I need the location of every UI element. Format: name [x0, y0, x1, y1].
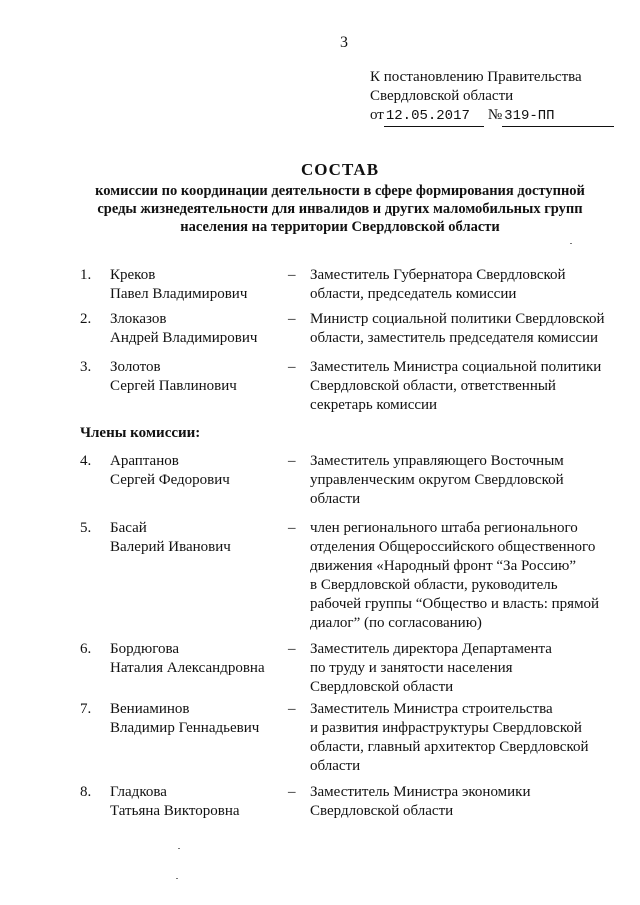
role-line: Заместитель Министра экономики — [310, 784, 531, 800]
person-given-name: Сергей Федорович — [110, 472, 230, 488]
scan-speck — [570, 243, 572, 244]
person-given-name: Наталия Александровна — [110, 660, 265, 676]
approval-number: 319-ПП — [502, 107, 614, 127]
role-line: Свердловской области — [310, 679, 454, 695]
scan-speck — [178, 848, 180, 849]
dash-separator: – — [288, 359, 296, 375]
commission-list — [80, 266, 620, 827]
person-name — [110, 310, 288, 358]
role-line: области — [310, 491, 361, 507]
person-surname: Бордюгова — [110, 641, 180, 657]
list-item — [80, 519, 620, 640]
dash-separator: – — [288, 701, 296, 717]
role-line: член регионального штаба регионального — [310, 520, 578, 536]
person-role — [310, 266, 610, 310]
document-title — [72, 160, 608, 236]
list-item — [80, 266, 620, 310]
role-line: движения «Народный фронт “За Россию” — [310, 558, 577, 574]
person-given-name: Татьяна Викторовна — [110, 803, 240, 819]
role-line: Свердловской области, ответственный — [310, 378, 556, 394]
person-surname: Басай — [110, 520, 147, 536]
role-line: секретарь комиссии — [310, 397, 438, 413]
person-given-name: Андрей Владимирович — [110, 330, 258, 346]
item-number: 5. — [80, 520, 92, 536]
dash-separator: – — [288, 311, 296, 327]
dash-separator: – — [288, 520, 296, 536]
person-given-name: Владимир Геннадьевич — [110, 720, 260, 736]
title-line-1: комиссии по координации деятельности в сфере формирования доступной — [95, 183, 585, 199]
approval-date-line — [370, 106, 614, 127]
role-line: Заместитель управляющего Восточным — [310, 453, 564, 469]
person-name — [110, 519, 288, 640]
title-main: СОСТАВ — [300, 160, 380, 179]
person-name — [110, 640, 288, 700]
person-name — [110, 452, 288, 519]
role-line: Заместитель директора Департамента — [310, 641, 552, 657]
person-surname: Креков — [110, 267, 156, 283]
approval-line-1: К постановлению Правительства — [370, 69, 582, 85]
role-line: Заместитель Министра строительства — [310, 701, 553, 717]
person-role — [310, 452, 610, 519]
item-number: 3. — [80, 359, 92, 375]
person-role — [310, 519, 610, 640]
item-number: 4. — [80, 453, 92, 469]
approval-date-prefix: от — [370, 107, 384, 123]
list-item — [80, 310, 620, 358]
person-role — [310, 310, 610, 358]
list-item — [80, 452, 620, 519]
title-line-3: населения на территории Свердловской области — [180, 219, 500, 235]
members-heading: Члены комиссии: — [80, 425, 201, 441]
list-item — [80, 358, 620, 424]
person-role — [310, 700, 610, 783]
approval-date: 12.05.2017 — [384, 107, 484, 127]
dash-separator: – — [288, 453, 296, 469]
dash-separator: – — [288, 267, 296, 283]
list-item — [80, 783, 620, 827]
role-line: в Свердловской области, руководитель — [310, 577, 558, 593]
title-line-2: среды жизнедеятельности для инвалидов и других маломобильных групп — [97, 201, 583, 217]
role-line: диалог” (по согласованию) — [310, 615, 482, 631]
person-given-name: Валерий Иванович — [110, 539, 231, 555]
person-surname: Гладкова — [110, 784, 167, 800]
role-line: области — [310, 758, 361, 774]
item-number: 8. — [80, 784, 92, 800]
role-line: управленческим округом Свердловской — [310, 472, 564, 488]
approval-line-2: Свердловской области — [370, 88, 514, 104]
role-line: области, заместитель председателя комиссии — [310, 330, 599, 346]
item-number: 1. — [80, 267, 92, 283]
scan-speck — [176, 878, 178, 879]
list-item — [80, 640, 620, 700]
dash-separator: – — [288, 641, 296, 657]
item-number: 6. — [80, 641, 92, 657]
person-surname: Араптанов — [110, 453, 179, 469]
person-role — [310, 783, 610, 827]
person-surname: Вениаминов — [110, 701, 190, 717]
person-name — [110, 700, 288, 783]
role-line: Свердловской области — [310, 803, 454, 819]
person-name — [110, 266, 288, 310]
role-line: области, председатель комиссии — [310, 286, 517, 302]
item-number: 7. — [80, 701, 92, 717]
item-number: 2. — [80, 311, 92, 327]
role-line: по труду и занятости населения — [310, 660, 513, 676]
page-number: 3 — [340, 34, 348, 51]
role-line: Заместитель Губернатора Свердловской — [310, 267, 566, 283]
person-surname: Злоказов — [110, 311, 167, 327]
person-surname: Золотов — [110, 359, 161, 375]
role-line: отделения Общероссийского общественного — [310, 539, 596, 555]
dash-separator: – — [288, 784, 296, 800]
person-given-name: Сергей Павлинович — [110, 378, 237, 394]
person-name — [110, 358, 288, 424]
list-item — [80, 700, 620, 783]
person-given-name: Павел Владимирович — [110, 286, 248, 302]
person-role — [310, 640, 610, 700]
role-line: и развития инфраструктуры Свердловской — [310, 720, 582, 736]
approval-stamp — [370, 68, 614, 127]
approval-number-sign: № — [487, 107, 503, 123]
person-name — [110, 783, 288, 827]
role-line: Заместитель Министра социальной политики — [310, 359, 602, 375]
role-line: области, главный архитектор Свердловской — [310, 739, 589, 755]
person-role — [310, 358, 610, 424]
role-line: рабочей группы “Общество и власть: прямой — [310, 596, 600, 612]
role-line: Министр социальной политики Свердловской — [310, 311, 605, 327]
